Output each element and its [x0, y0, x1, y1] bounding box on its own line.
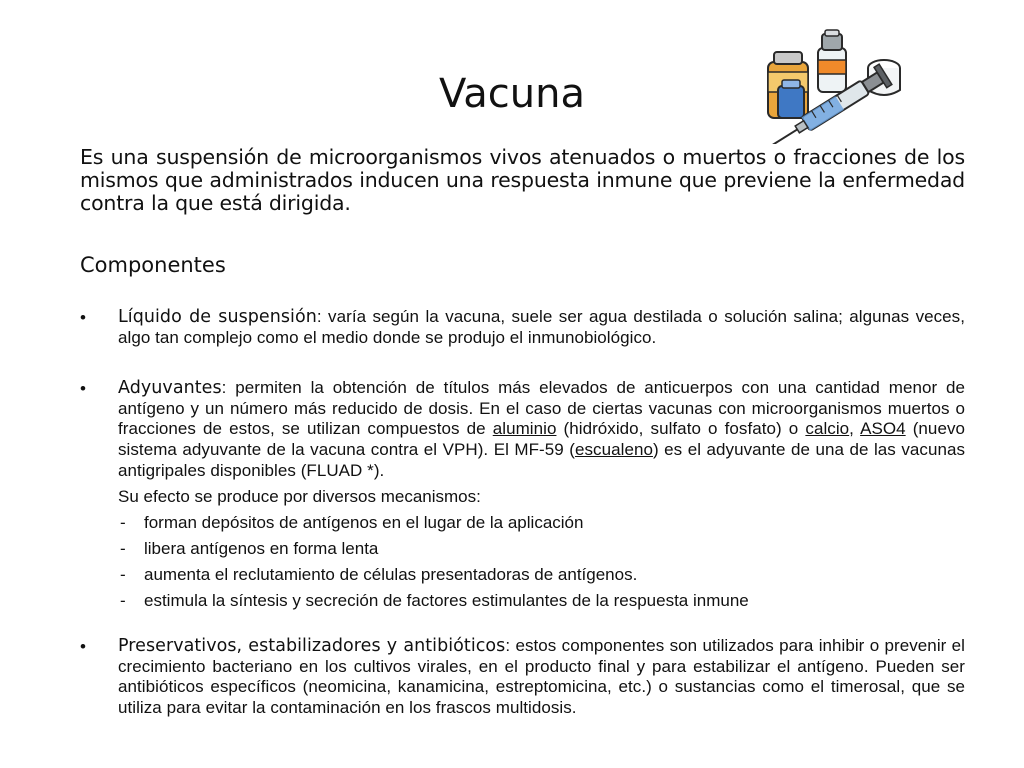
bullet-term: Preservativos, estabilizadores y antibióticos: [118, 636, 506, 656]
link-aluminio[interactable]: aluminio: [492, 419, 557, 439]
bullet-text: [118, 378, 965, 482]
bullet-marker: •: [80, 308, 86, 327]
bullet-description: ,: [849, 419, 861, 439]
bullet-term: Líquido de suspensión: [118, 307, 317, 327]
bullet-adyuvantes: [80, 378, 965, 611]
link-aso4[interactable]: ASO4: [860, 419, 906, 439]
bullet-marker: •: [80, 379, 86, 398]
bullet-description: : estos componentes son utilizados para inhibir o prevenir el crecimiento bacteriano en los cultivos virales, en el producto final y para estabilizar el antígeno. Pueden ser antibióticos específicos (neomicina, kanamicina, estreptomicina, etc.) o sustancias como el timerosal, que se utiliza para evitar la contaminación en los frascos multidosis.: [118, 636, 966, 718]
bullet-description: ) es el adyuvante de una de las vacunas antigripales disponibles (FLUAD *).: [118, 440, 966, 480]
link-escualeno[interactable]: escualeno: [575, 440, 653, 460]
vaccine-vials-syringe-icon: [760, 26, 910, 144]
bullet-description: (nuevo sistema adyuvante de la vacuna contra el VPH). El MF-59 (: [118, 419, 965, 460]
bullet-text: [118, 636, 965, 719]
mechanism-text: forman depósitos de antígenos en el lugar de la aplicación: [144, 513, 584, 533]
intro-paragraph: Es una suspensión de microorganismos vivos atenuados o muertos o fracciones de los mismos que administrados inducen una respuesta inmune que previene la enfermedad contra la que está dirigida.: [80, 145, 965, 215]
mechanism-item: [118, 538, 965, 559]
bullet-preservativos: [80, 636, 965, 719]
dash-marker: -: [120, 565, 126, 585]
dash-marker: -: [120, 591, 126, 611]
slide-title: Vacuna: [439, 71, 585, 117]
mechanism-text: libera antígenos en forma lenta: [144, 539, 379, 559]
mechanism-item: [118, 590, 965, 611]
mechanism-text: estimula la síntesis y secreción de factores estimulantes de la respuesta inmune: [144, 591, 749, 611]
dash-marker: -: [120, 513, 126, 533]
bullet-text: [118, 307, 965, 348]
bullet-term: Adyuvantes: [118, 378, 222, 398]
components-heading: Componentes: [80, 253, 226, 277]
mechanism-item: [118, 512, 965, 533]
bullet-marker: •: [80, 637, 86, 656]
bullet-description: : varía según la vacuna, suele ser agua destilada o solución salina; algunas veces, algo tan complejo como el medio donde se produjo el inmunobiológico.: [118, 307, 965, 347]
mechanism-text: aumenta el reclutamiento de células presentadoras de antígenos.: [144, 565, 638, 585]
dash-marker: -: [120, 539, 126, 559]
bullet-liquido: [80, 307, 965, 348]
bullet-description: (hidróxido, sulfato o fosfato) o: [556, 419, 806, 439]
effect-intro: Su efecto se produce por diversos mecanismos:: [118, 486, 481, 506]
bullet-description: : permiten la obtención de títulos más elevados de anticuerpos con una cantidad menor de antígeno y un número más reducido de dosis. En el caso de ciertas vacunas con microorganismos muertos o fracciones de estos, se utilizan compuestos de: [118, 378, 965, 439]
link-calcio[interactable]: calcio: [805, 419, 850, 439]
mechanism-item: [118, 564, 965, 585]
